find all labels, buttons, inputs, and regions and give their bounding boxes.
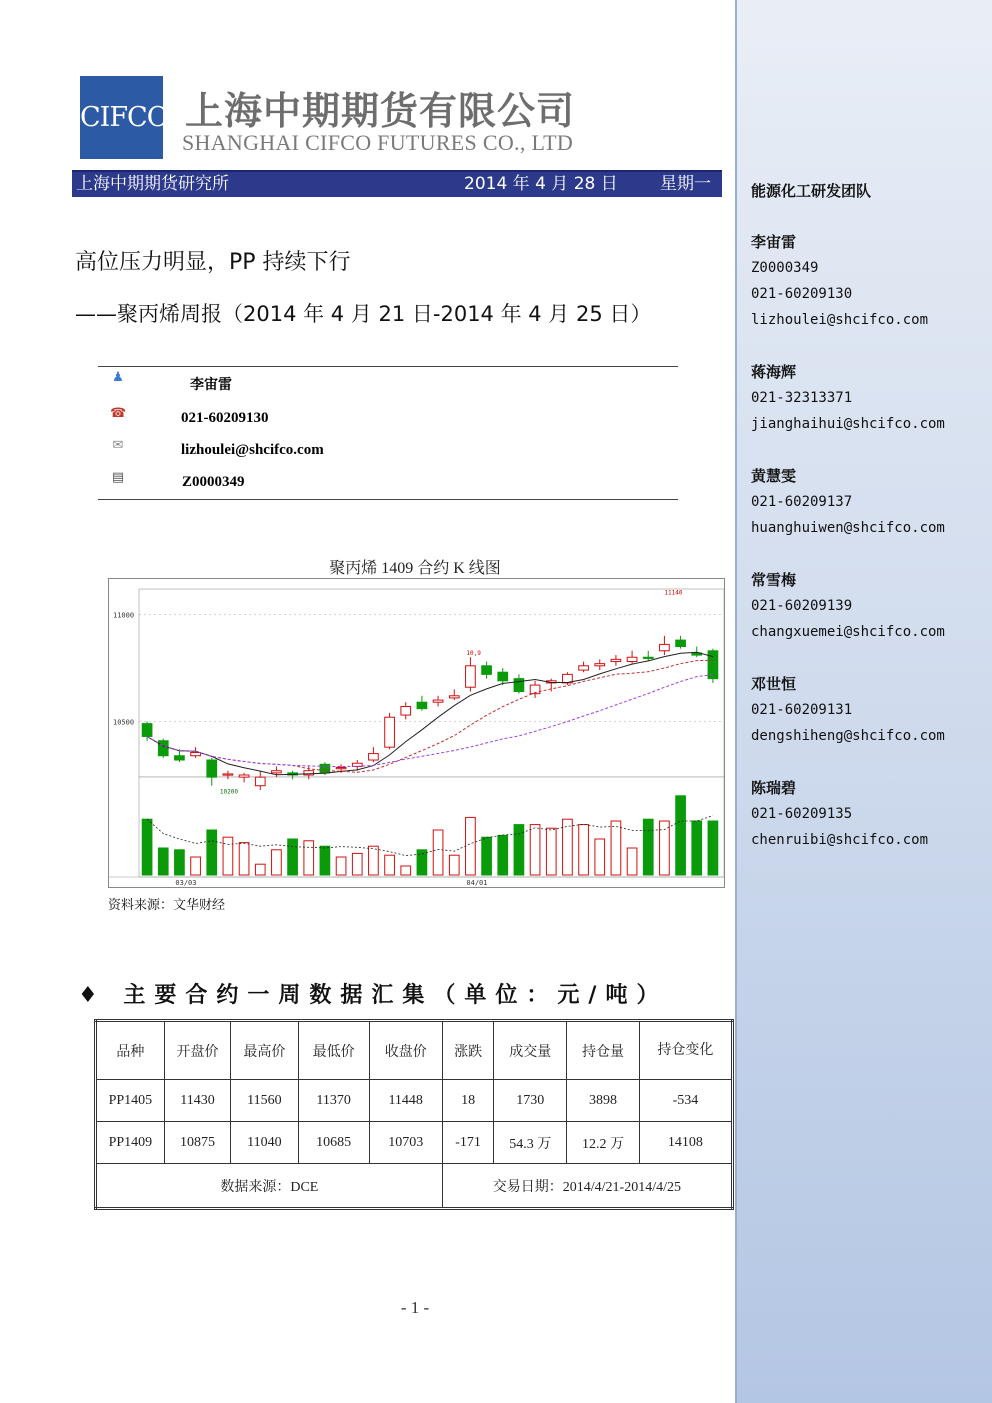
member-phone: 021-60209130	[751, 286, 853, 302]
candle-body	[595, 664, 605, 666]
candle-body	[175, 756, 185, 760]
volume-bar	[304, 841, 314, 875]
table-footer-dates: 交易日期：2014/4/21-2014/4/25	[442, 1164, 732, 1209]
candle-body	[708, 651, 718, 679]
table-cell: 10703	[369, 1122, 442, 1164]
candle-body	[191, 753, 201, 756]
candle-body	[207, 760, 217, 777]
member-email[interactable]: dengshiheng@shcifco.com	[751, 728, 945, 744]
volume-bar	[401, 866, 411, 875]
kline-chart	[108, 578, 725, 888]
report-date: 2014 年 4 月 28 日	[464, 174, 618, 194]
table-cell: PP1405	[96, 1080, 165, 1122]
volume-bar	[676, 796, 686, 875]
member-name: 陈瑞碧	[751, 779, 797, 797]
chart-caption: 聚丙烯 1409 合约 K 线图	[329, 560, 501, 577]
table-cell: 11448	[369, 1080, 442, 1122]
team-sidebar	[735, 0, 992, 1403]
candle-body	[417, 702, 427, 708]
cifco-logo: CIFCO	[80, 76, 163, 159]
col-header: 持仓量	[567, 1021, 640, 1080]
volume-bar	[611, 821, 621, 875]
candle-body	[385, 717, 395, 747]
volume-bar	[191, 857, 201, 875]
volume-bar	[255, 864, 265, 875]
author-phone: 021-60209130	[181, 410, 269, 426]
x-tick-label: 04/01	[466, 879, 488, 887]
volume-bar	[142, 819, 152, 875]
chart-icon: ▤	[111, 470, 125, 485]
volume-bar	[207, 830, 217, 875]
company-name-en: SHANGHAI CIFCO FUTURES CO., LTD	[182, 130, 574, 155]
table-header-row	[96, 1021, 733, 1080]
candle-body	[239, 775, 249, 777]
candle-body	[611, 659, 621, 661]
volume-bar	[320, 846, 330, 875]
member-name: 蒋海辉	[751, 363, 797, 381]
table-cell: 11370	[298, 1080, 369, 1122]
author-email[interactable]: lizhoulei@shcifco.com	[181, 442, 324, 458]
candle-body	[482, 666, 492, 675]
member-email[interactable]: changxuemei@shcifco.com	[751, 624, 945, 640]
table-row	[96, 1122, 733, 1164]
member-email[interactable]: lizhoulei@shcifco.com	[751, 312, 929, 328]
author-license: Z0000349	[182, 474, 245, 490]
volume-bar	[466, 817, 476, 875]
table-footer-row	[96, 1164, 733, 1209]
member-name: 常雪梅	[751, 571, 797, 589]
member-license: Z0000349	[751, 260, 819, 276]
header-band	[72, 170, 722, 197]
volume-bar	[336, 857, 346, 875]
volume-bar	[514, 825, 524, 875]
candle-body	[142, 724, 152, 737]
volume-bar	[595, 839, 605, 875]
candle-body	[304, 771, 314, 775]
member-name: 黄慧雯	[751, 467, 797, 485]
candle-body	[643, 657, 653, 658]
person-icon: ♟	[112, 370, 124, 385]
candle-body	[627, 657, 637, 661]
table-cell: -171	[442, 1122, 494, 1164]
table-cell: 3898	[567, 1080, 640, 1122]
table-cell: 18	[442, 1080, 494, 1122]
candle-body	[660, 644, 670, 650]
summary-table	[94, 1019, 734, 1210]
member-email[interactable]: chenruibi@shcifco.com	[751, 832, 929, 848]
table-footer-source: 数据来源：DCE	[96, 1164, 443, 1209]
author-block	[98, 366, 678, 500]
candle-body	[336, 768, 346, 769]
volume-bar	[660, 821, 670, 875]
candle-body	[498, 672, 508, 681]
team-member	[751, 359, 945, 437]
col-header: 品种	[96, 1021, 165, 1080]
summary-title-text: 主要合约一周数据汇集（单位：元/吨）	[123, 983, 668, 1008]
table-cell: PP1409	[96, 1122, 165, 1164]
institute-name: 上海中期期货研究所	[76, 174, 229, 194]
company-name-cn: 上海中期期货有限公司	[185, 89, 576, 133]
col-header: 成交量	[494, 1021, 567, 1080]
team-member	[751, 567, 945, 645]
member-name: 邓世恒	[751, 675, 797, 693]
table-cell: 1730	[494, 1080, 567, 1122]
col-header: 最低价	[298, 1021, 369, 1080]
candle-body	[320, 764, 330, 773]
col-header: 持仓变化	[639, 1021, 732, 1080]
report-title: 高位压力明显，PP 持续下行	[75, 250, 351, 275]
col-header: 涨跌	[442, 1021, 494, 1080]
candle-body	[272, 771, 282, 773]
candle-body	[514, 679, 524, 692]
table-row	[96, 1080, 733, 1122]
member-phone: 021-60209131	[751, 702, 853, 718]
x-tick-label: 03/03	[175, 879, 197, 887]
volume-bar	[433, 830, 443, 875]
volume-bar	[385, 855, 395, 875]
candle-body	[676, 640, 686, 646]
volume-bar	[352, 853, 362, 875]
member-phone: 021-60209135	[751, 806, 853, 822]
col-header: 最高价	[231, 1021, 298, 1080]
volume-bar	[563, 819, 573, 875]
candle-body	[223, 774, 233, 775]
candle-body	[401, 706, 411, 715]
y-tick-label: 10500	[113, 718, 135, 727]
page-number: - 1 -	[400, 1298, 430, 1317]
table-cell: 11560	[231, 1080, 298, 1122]
volume-bar	[708, 821, 718, 875]
team-name: 能源化工研发团队	[751, 182, 872, 200]
candle-body	[369, 754, 379, 760]
candle-body	[449, 696, 459, 698]
member-phone: 021-60209137	[751, 494, 853, 510]
team-member	[751, 463, 945, 541]
volume-bar	[449, 855, 459, 875]
volume-bar	[223, 837, 233, 875]
table-cell: 10875	[164, 1122, 230, 1164]
candle-body	[433, 700, 443, 702]
volume-bar	[579, 825, 589, 875]
col-header: 收盘价	[369, 1021, 442, 1080]
report-weekday: 星期一	[660, 174, 711, 194]
table-cell: 14108	[639, 1122, 732, 1164]
volume-bar	[643, 819, 653, 875]
y-tick-label: 11000	[113, 611, 135, 620]
mail-icon: ✉	[112, 438, 124, 453]
chart-annotation: 10200	[219, 788, 238, 796]
chart-source: 资料来源：文华财经	[108, 898, 226, 913]
table-cell: 11430	[164, 1080, 230, 1122]
volume-bar	[692, 821, 702, 875]
kline-chart-svg	[109, 579, 724, 887]
candle-body	[466, 666, 476, 687]
volume-bar	[546, 828, 556, 875]
table-cell: 10685	[298, 1122, 369, 1164]
volume-bar	[498, 835, 508, 875]
member-phone: 021-32313371	[751, 390, 853, 406]
author-name: 李宙雷	[190, 377, 232, 393]
volume-bar	[482, 837, 492, 875]
team-member	[751, 775, 928, 853]
col-header: 开盘价	[164, 1021, 230, 1080]
volume-bar	[369, 846, 379, 875]
candle-body	[255, 777, 265, 786]
table-cell: 11040	[231, 1122, 298, 1164]
chart-annotation: 10,9	[466, 650, 481, 658]
phone-icon: ☎	[110, 406, 127, 421]
member-name: 李宙雷	[751, 233, 797, 251]
volume-bar	[158, 848, 168, 875]
chart-annotation: 11140	[664, 589, 683, 597]
team-member	[751, 229, 928, 333]
table-cell: 54.3 万	[494, 1122, 567, 1164]
candle-body	[158, 741, 168, 756]
volume-bar	[239, 843, 249, 875]
report-subtitle: ——聚丙烯周报（2014 年 4 月 21 日-2014 年 4 月 25 日）	[75, 302, 652, 326]
table-cell: -534	[639, 1080, 732, 1122]
table-cell: 12.2 万	[567, 1122, 640, 1164]
member-email[interactable]: jianghaihui@shcifco.com	[751, 416, 945, 432]
candle-body	[579, 666, 589, 670]
summary-title	[78, 978, 667, 1009]
member-email[interactable]: huanghuiwen@shcifco.com	[751, 520, 945, 536]
volume-bar	[417, 850, 427, 875]
volume-bar	[627, 848, 637, 875]
volume-bar	[175, 850, 185, 875]
team-member	[751, 671, 945, 749]
diamond-icon: ♦	[78, 983, 107, 1008]
volume-bar	[530, 825, 540, 875]
volume-bar	[288, 839, 298, 875]
member-phone: 021-60209139	[751, 598, 853, 614]
volume-bar	[272, 850, 282, 875]
